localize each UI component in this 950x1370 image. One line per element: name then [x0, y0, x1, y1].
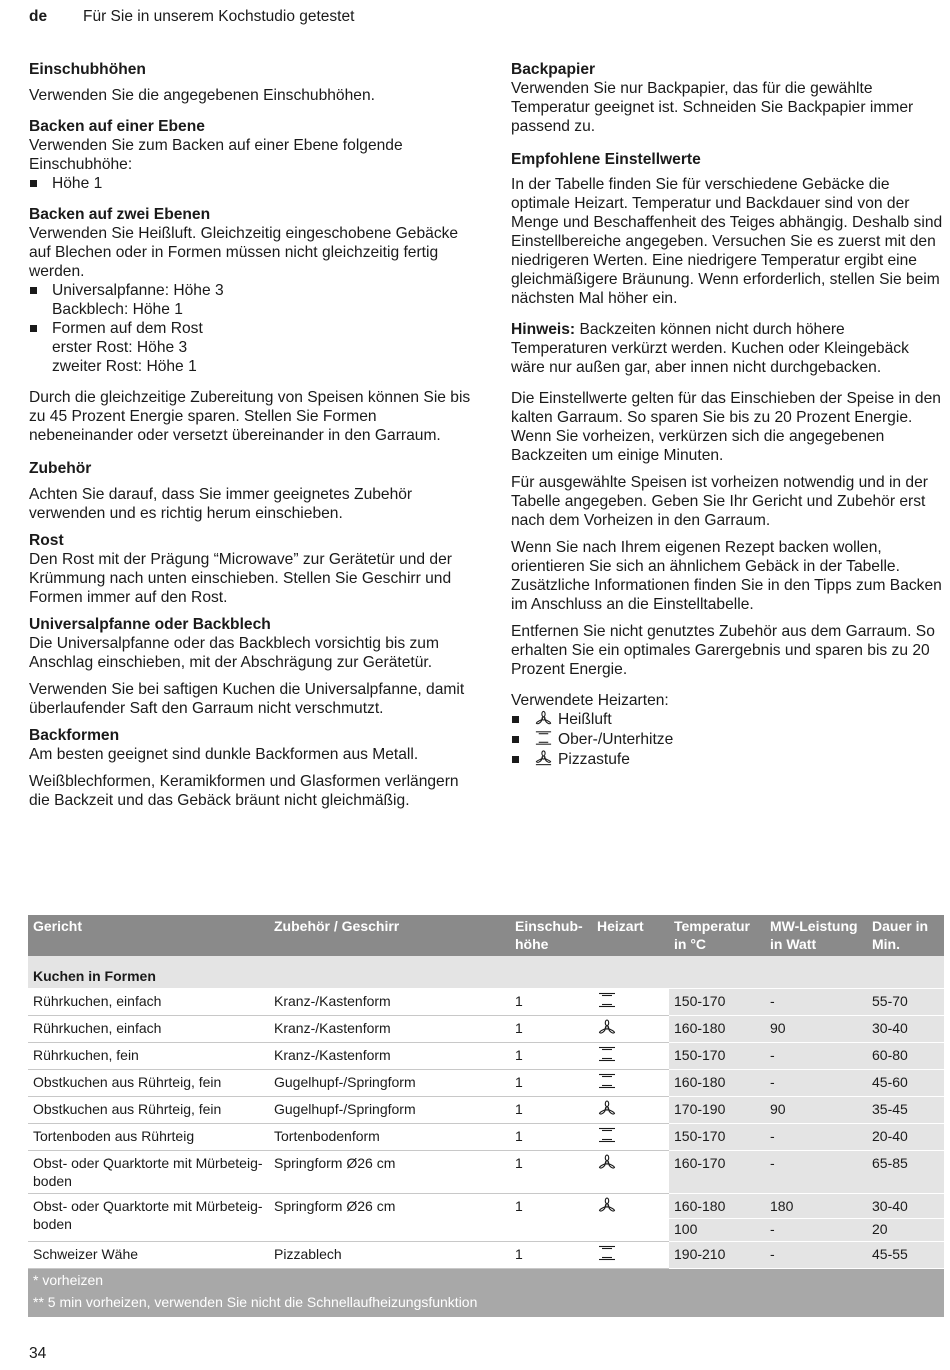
col-mw-leistung: [765, 915, 867, 956]
cell-temperatur: 150-170: [669, 1124, 765, 1151]
table-row: [28, 1242, 944, 1269]
page-header: [29, 7, 354, 26]
col-einschubhoehe: [510, 915, 592, 956]
right-column: [511, 60, 943, 770]
list-line: Universalpfanne: Höhe 3: [52, 282, 224, 299]
cell-temperatur: 170-190: [669, 1097, 765, 1124]
cell-heizart: [592, 1194, 669, 1242]
cell-zubehoer: Gugelhupf-/Springform: [269, 1070, 510, 1097]
cell-heizart: [592, 1097, 669, 1124]
text-hinweis: [511, 320, 943, 377]
heading-backpapier: Backpapier: [511, 61, 596, 78]
cell-mw: -: [765, 1219, 867, 1242]
col-heizart: Heizart: [592, 915, 669, 956]
hinweis-label: Hinweis:: [511, 321, 576, 338]
list-line: Backblech: Höhe 1: [52, 301, 183, 318]
list-heizarten: [511, 710, 943, 770]
cell-hoehe: 1: [510, 1124, 592, 1151]
text-eigenes-rezept: Wenn Sie nach Ihrem eigenen Rezept backen wollen, orientieren Sie sich an ähnlichem Gebäck in der Tabelle. Zusätzliche Informationen finden Sie in den Tipps zum Backen im Anschluss an die Einstelltabelle.: [511, 539, 942, 613]
cell-gericht: Schweizer Wähe: [28, 1242, 269, 1269]
cell-zubehoer: Springform Ø26 cm: [269, 1194, 510, 1242]
cell-dauer: 35-45: [867, 1097, 944, 1124]
cell-line: Obst- oder Quarktorte mit Mürbeteig-: [33, 1155, 263, 1171]
top-bottom-heat-icon: [597, 1127, 617, 1143]
list-eine-ebene: [29, 174, 474, 193]
heading-zubehoer: Zubehör: [29, 460, 92, 477]
list-zwei-ebenen: [29, 281, 474, 376]
header-line: in Watt: [770, 936, 817, 952]
cell-temperatur: 160-170: [669, 1151, 765, 1194]
list-item: Höhe 1: [29, 174, 474, 193]
heizart-label: Pizzastufe: [558, 751, 630, 768]
cell-line: boden: [33, 1216, 72, 1232]
text-einschubhoehen: Verwenden Sie die angegebenen Einschubhöhen.: [29, 87, 375, 104]
cell-zubehoer: Tortenbodenform: [269, 1124, 510, 1151]
top-bottom-heat-icon: [597, 992, 617, 1008]
table-row: [28, 1151, 944, 1194]
header-title: Für Sie in unserem Kochstudio getestet: [83, 8, 355, 25]
fan-icon: [597, 1019, 617, 1035]
list-item: [29, 319, 474, 376]
table-row: [28, 1043, 944, 1070]
cell-hoehe: 1: [510, 1070, 592, 1097]
table-group-row: [28, 964, 944, 989]
heizart-pizzastufe: [511, 750, 943, 770]
col-zubehoer: Zubehör / Geschirr: [269, 915, 510, 956]
table-row: [28, 1124, 944, 1151]
table-row: [28, 1097, 944, 1124]
cell-zubehoer: Kranz-/Kastenform: [269, 989, 510, 1016]
cell-mw: -: [765, 1242, 867, 1269]
heading-einstellwerte: Empfohlene Einstellwerte: [511, 151, 701, 168]
cell-zubehoer: Kranz-/Kastenform: [269, 1016, 510, 1043]
cell-dauer: 55-70: [867, 989, 944, 1016]
cell-zubehoer: Springform Ø26 cm: [269, 1151, 510, 1194]
cell-heizart: [592, 1070, 669, 1097]
text-backpapier: Verwenden Sie nur Backpapier, das für die gewählte Temperatur geeignet ist. Schneiden Sie Backpapier immer passend zu.: [511, 80, 914, 135]
heading-universalpfanne: Universalpfanne oder Backblech: [29, 616, 271, 633]
cell-zubehoer: Kranz-/Kastenform: [269, 1043, 510, 1070]
footnote-row: [28, 1291, 944, 1317]
cell-heizart: [592, 1242, 669, 1269]
heizart-label: Ober-/Unterhitze: [558, 731, 674, 748]
header-line: Temperatur: [674, 918, 750, 934]
header-line: in °C: [674, 936, 707, 952]
footnote-2: ** 5 min vorheizen, verwenden Sie nicht die Schnellaufheizungsfunktion: [28, 1291, 944, 1317]
cell-temperatur: 100: [669, 1219, 765, 1242]
pizza-icon: [534, 750, 553, 766]
cell-zubehoer: Gugelhupf-/Springform: [269, 1097, 510, 1124]
heading-zwei-ebenen: Backen auf zwei Ebenen: [29, 206, 211, 223]
footnote-row: [28, 1269, 944, 1292]
list-line: Formen auf dem Rost: [52, 320, 203, 337]
heizart-heissluft: [511, 710, 943, 730]
cell-dauer: 30-40: [867, 1194, 944, 1219]
cell-mw: 90: [765, 1097, 867, 1124]
cell-gericht: Obstkuchen aus Rührteig, fein: [28, 1097, 269, 1124]
cell-temperatur: 160-180: [669, 1016, 765, 1043]
cell-gericht: [28, 1194, 269, 1242]
fan-icon: [534, 710, 553, 726]
col-dauer: [867, 915, 944, 956]
settings-table: [28, 915, 944, 1317]
language-code: de: [29, 8, 48, 25]
table-row: [28, 1070, 944, 1097]
heading-backformen: Backformen: [29, 727, 120, 744]
cell-hoehe: 1: [510, 1097, 592, 1124]
heading-eine-ebene: Backen auf einer Ebene: [29, 118, 205, 135]
text-backformen-1: Am besten geeignet sind dunkle Backformen aus Metall.: [29, 746, 419, 763]
cell-temperatur: 160-180: [669, 1194, 765, 1219]
cell-mw: 90: [765, 1016, 867, 1043]
heizart-label: Heißluft: [558, 711, 612, 728]
text-energie: Durch die gleichzeitige Zubereitung von Speisen können Sie bis zu 45 Prozent Energie sparen. Stellen Sie Formen nebeneinander oder versetzt übereinander in den Garraum.: [29, 389, 471, 444]
cell-heizart: [592, 989, 669, 1016]
cell-temperatur: 150-170: [669, 989, 765, 1016]
footnote-1: * vorheizen: [28, 1269, 944, 1292]
fan-icon: [597, 1197, 617, 1213]
cell-gericht: Rührkuchen, fein: [28, 1043, 269, 1070]
col-temperatur: [669, 915, 765, 956]
cell-zubehoer: Pizzablech: [269, 1242, 510, 1269]
table-row: [28, 1194, 944, 1219]
cell-mw: -: [765, 1151, 867, 1194]
cell-temperatur: 190-210: [669, 1242, 765, 1269]
spacer-row: [28, 956, 944, 964]
top-bottom-heat-icon: [597, 1073, 617, 1089]
cell-heizart: [592, 1151, 669, 1194]
cell-dauer: 20-40: [867, 1124, 944, 1151]
cell-gericht: Rührkuchen, einfach: [28, 1016, 269, 1043]
text-eine-ebene: Verwenden Sie zum Backen auf einer Ebene folgende Einschubhöhe:: [29, 137, 403, 173]
hinweis-text: Backzeiten können nicht durch höhere Temperaturen verkürzt werden. Kuchen oder Kleingebäck wäre nur außen gar, aber innen nicht durchgebacken.: [511, 321, 909, 376]
header-line: Min.: [872, 936, 900, 952]
text-rost: Den Rost mit der Prägung “Microwave” zur Gerätetür und der Krümmung nach unten einschieben. Stellen Sie Geschirr und Formen immer auf den Rost.: [29, 551, 452, 606]
col-gericht: Gericht: [28, 915, 269, 956]
cell-heizart: [592, 1043, 669, 1070]
text-zubehoer-entfernen: Entfernen Sie nicht genutztes Zubehör aus dem Garraum. So erhalten Sie ein optimales Garergebnis und sparen bis zu 20 Prozent Energie.: [511, 623, 935, 678]
page-number: 34: [29, 1345, 47, 1362]
text-zwei-ebenen: Verwenden Sie Heißluft. Gleichzeitig eingeschobene Gebäcke auf Blechen oder in Formen müssen nicht gleichzeitig fertig werden.: [29, 225, 459, 280]
table-row: [28, 989, 944, 1016]
text-backformen-2: Weißblechformen, Keramikformen und Glasformen verlängern die Backzeit und das Gebäck bräunt nicht gleichmäßig.: [29, 773, 459, 809]
text-einstellwerte: In der Tabelle finden Sie für verschiedene Gebäcke die optimale Heizart. Temperatur und Backdauer sind von der Menge und Beschaffenheit des Teiges abhängig. Deshalb sind Einstellbereiche angegeben. Versuchen Sie es zuerst mit den niedrigeren Werten. Eine niedrigere Temperatur ergibt eine gleichmäßigere Bräunung. Wenn erforderlich, stellen Sie beim nächsten Mal höher ein.: [511, 176, 943, 307]
list-line: erster Rost: Höhe 3: [52, 339, 188, 356]
fan-icon: [597, 1154, 617, 1170]
list-line: zweiter Rost: Höhe 1: [52, 358, 197, 375]
top-bottom-heat-icon: [534, 730, 553, 746]
cell-mw: -: [765, 1043, 867, 1070]
cell-gericht: [28, 1151, 269, 1194]
text-kalter-garraum: Die Einstellwerte gelten für das Einschieben der Speise in den kalten Garraum. So sparen Sie bis zu 20 Prozent Energie. Wenn Sie vorheizen, verkürzen sich die angegebenen Backzeiten um einige Minuten.: [511, 390, 941, 464]
list-item: [29, 281, 474, 319]
cell-gericht: Rührkuchen, einfach: [28, 989, 269, 1016]
cell-heizart: [592, 1124, 669, 1151]
heading-einschubhoehen: Einschubhöhen: [29, 61, 146, 78]
heizart-ober-unterhitze: [511, 730, 943, 750]
top-bottom-heat-icon: [597, 1046, 617, 1062]
cell-dauer: 45-60: [867, 1070, 944, 1097]
text-zubehoer: Achten Sie darauf, dass Sie immer geeignetes Zubehör verwenden und es richtig herum einschieben.: [29, 486, 413, 522]
cell-hoehe: 1: [510, 1242, 592, 1269]
cell-hoehe: 1: [510, 1016, 592, 1043]
header-line: höhe: [515, 936, 549, 952]
cell-temperatur: 160-180: [669, 1070, 765, 1097]
cell-dauer: 65-85: [867, 1151, 944, 1194]
fan-icon: [597, 1100, 617, 1116]
cell-dauer: 45-55: [867, 1242, 944, 1269]
cell-line: Obst- oder Quarktorte mit Mürbeteig-: [33, 1198, 263, 1214]
text-universalpfanne-1: Die Universalpfanne oder das Backblech vorsichtig bis zum Anschlag einschieben, mit der Abschrägung zur Gerätetür.: [29, 635, 439, 671]
table-row: [28, 1016, 944, 1043]
cell-mw: -: [765, 989, 867, 1016]
text-universalpfanne-2: Verwenden Sie bei saftigen Kuchen die Universalpfanne, damit überlaufender Saft den Garraum nicht verschmutzt.: [29, 681, 465, 717]
cell-hoehe: 1: [510, 1043, 592, 1070]
header-line: MW-Leistung: [770, 918, 858, 934]
left-column: [29, 60, 474, 810]
cell-line: boden: [33, 1173, 72, 1189]
table-header-row: [28, 915, 944, 956]
header-line: Dauer in: [872, 918, 929, 934]
cell-hoehe: 1: [510, 1151, 592, 1194]
group-label: Kuchen in Formen: [28, 964, 944, 989]
cell-temperatur: 150-170: [669, 1043, 765, 1070]
cell-gericht: Tortenboden aus Rührteig: [28, 1124, 269, 1151]
cell-mw: 180: [765, 1194, 867, 1219]
cell-gericht: Obstkuchen aus Rührteig, fein: [28, 1070, 269, 1097]
top-bottom-heat-icon: [597, 1245, 617, 1261]
heading-rost: Rost: [29, 532, 64, 549]
cell-hoehe: 1: [510, 1194, 592, 1242]
header-line: Einschub-: [515, 918, 583, 934]
cell-heizart: [592, 1016, 669, 1043]
cell-mw: -: [765, 1070, 867, 1097]
cell-mw: -: [765, 1124, 867, 1151]
cell-dauer: 20: [867, 1219, 944, 1242]
heizarten-label: Verwendete Heizarten:: [511, 692, 669, 709]
cell-hoehe: 1: [510, 989, 592, 1016]
cell-dauer: 30-40: [867, 1016, 944, 1043]
cell-dauer: 60-80: [867, 1043, 944, 1070]
text-vorheizen: Für ausgewählte Speisen ist vorheizen notwendig und in der Tabelle angegeben. Geben Sie Ihr Gericht und Zubehör erst nach dem Vorheizen in den Garraum.: [511, 474, 928, 529]
